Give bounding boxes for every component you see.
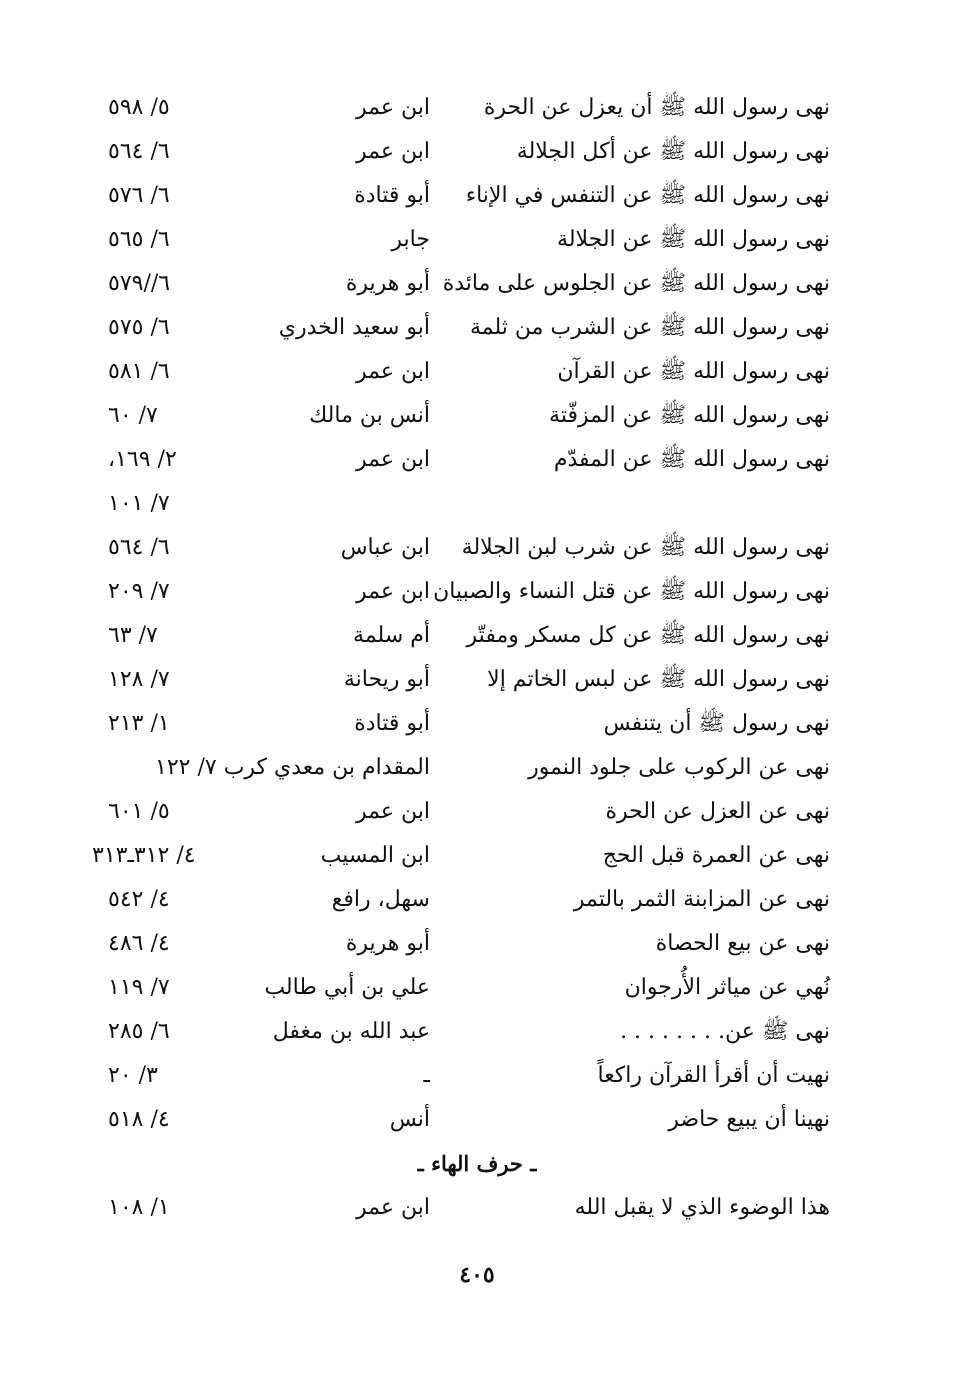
hadith-text: نهى عن المزابنة الثمر بالتمر bbox=[573, 887, 830, 912]
section-heading: ـ حرف الهاء ـ bbox=[417, 1151, 537, 1176]
reference: ٦/ ٥٦٤ bbox=[108, 139, 170, 164]
index-row bbox=[0, 570, 954, 614]
hadith-text: نهى رسول الله ﷺ عن قتل النساء والصبيان bbox=[433, 579, 830, 604]
hadith-text: نهى رسول الله ﷺ عن لبس الخاتم إلا bbox=[487, 667, 830, 692]
reference: ٦/ ٥٦٥ bbox=[108, 227, 170, 252]
index-row bbox=[0, 746, 954, 790]
index-row bbox=[0, 130, 954, 174]
narrator: أبو ريحانة bbox=[343, 667, 430, 692]
hadith-text: هذا الوضوء الذي لا يقبل الله bbox=[574, 1195, 830, 1220]
index-row bbox=[0, 438, 954, 482]
reference: ٧/ ٦٣ bbox=[108, 623, 158, 648]
reference: ٦//٥٧٩ bbox=[108, 271, 171, 296]
narrator: ابن عمر bbox=[356, 579, 430, 604]
narrator: ـ bbox=[423, 1063, 430, 1088]
index-row bbox=[0, 702, 954, 746]
narrator: علي بن أبي طالب bbox=[264, 975, 430, 1000]
reference: ٤/ ٥٤٢ bbox=[108, 887, 170, 912]
reference-continuation: ٧/ ١٠١ bbox=[108, 491, 170, 516]
narrator: أبو قتادة bbox=[354, 711, 430, 736]
index-row bbox=[0, 218, 954, 262]
narrator: ابن عمر bbox=[356, 447, 430, 472]
narrator: أنس بن مالك bbox=[309, 403, 430, 428]
index-row bbox=[0, 394, 954, 438]
reference: ٥/ ٦٠١ bbox=[108, 799, 170, 824]
index-row bbox=[0, 658, 954, 702]
index-list bbox=[0, 86, 954, 1230]
index-row bbox=[0, 306, 954, 350]
reference: ٧/ ١١٩ bbox=[108, 975, 170, 1000]
hadith-text: نهى رسول الله ﷺ عن المفدّم bbox=[553, 447, 830, 472]
reference: ٥/ ٥٩٨ bbox=[108, 95, 170, 120]
index-row bbox=[0, 614, 954, 658]
reference: ٦/ ٥٧٦ bbox=[108, 183, 170, 208]
narrator: سهل، رافع bbox=[331, 887, 430, 912]
reference: ٦/ ٥٨١ bbox=[108, 359, 170, 384]
reference: ١/ ٢١٣ bbox=[108, 711, 170, 736]
hadith-text: نهى رسول الله ﷺ عن الشرب من ثلمة bbox=[469, 315, 830, 340]
narrator: ابن عمر bbox=[356, 95, 430, 120]
reference: ٦/ ٥٧٥ bbox=[108, 315, 170, 340]
narrator: أبو قتادة bbox=[354, 183, 430, 208]
section-heading-row bbox=[0, 1142, 954, 1186]
reference: ٧/ ٢٠٩ bbox=[108, 579, 170, 604]
narrator: ابن عمر bbox=[356, 799, 430, 824]
reference: ٣/ ٢٠ bbox=[108, 1063, 158, 1088]
narrator: أبو هريرة bbox=[345, 931, 430, 956]
index-row bbox=[0, 834, 954, 878]
reference: ٤/ ٣١٢ـ٣١٣ bbox=[92, 843, 196, 868]
hadith-text: نهى رسول الله ﷺ عن المزفّتة bbox=[549, 403, 830, 428]
reference: ٧/ ١٢٨ bbox=[108, 667, 170, 692]
narrator: ابن عمر bbox=[356, 1195, 430, 1220]
hadith-text: نهى عن الركوب على جلود النمور bbox=[528, 755, 830, 780]
index-row bbox=[0, 1186, 954, 1230]
hadith-text: نهى عن العزل عن الحرة bbox=[605, 799, 830, 824]
narrator: المقدام بن معدي كرب ٧/ ١٢٢ bbox=[155, 755, 430, 780]
reference: ٦/ ٢٨٥ bbox=[108, 1019, 170, 1044]
hadith-text: نهى رسول الله ﷺ عن الجلوس على مائدة bbox=[442, 271, 830, 296]
page-number: ٤٠٥ bbox=[459, 1262, 495, 1288]
narrator: عبد الله بن مغفل bbox=[272, 1019, 430, 1044]
narrator: أم سلمة bbox=[353, 623, 430, 648]
index-row bbox=[0, 1054, 954, 1098]
hadith-text: نهى رسول الله ﷺ عن الجلالة bbox=[557, 227, 830, 252]
hadith-text: نهى رسول الله ﷺ عن أكل الجلالة bbox=[516, 139, 830, 164]
reference: ٦/ ٥٦٤ bbox=[108, 535, 170, 560]
reference: ٢/ ١٦٩، bbox=[108, 447, 177, 472]
index-row bbox=[0, 350, 954, 394]
reference bbox=[108, 746, 268, 790]
hadith-text: نُهي عن مياثر الأُرجوان bbox=[624, 975, 830, 1000]
narrator: ابن عمر bbox=[356, 139, 430, 164]
narrator: ابن المسيب bbox=[320, 843, 430, 868]
index-row bbox=[0, 922, 954, 966]
hadith-text: نهى عن بيع الحصاة bbox=[655, 931, 830, 956]
index-row bbox=[0, 1098, 954, 1142]
hadith-text: نهى رسول الله ﷺ عن كل مسكر ومفتّر bbox=[466, 623, 830, 648]
index-row bbox=[0, 86, 954, 130]
hadith-text: نهى رسول ﷺ أن يتنفس bbox=[603, 711, 830, 736]
narrator: أنس bbox=[389, 1107, 430, 1132]
reference: ٧/ ٦٠ bbox=[108, 403, 158, 428]
index-row bbox=[0, 966, 954, 1010]
hadith-text: نهى ﷺ عن. . . . . . . . bbox=[620, 1019, 830, 1044]
index-row bbox=[0, 878, 954, 922]
index-row bbox=[0, 790, 954, 834]
hadith-text: نهيت أن أقرأ القرآن راكعاً bbox=[597, 1063, 830, 1088]
hadith-text: نهينا أن يبيع حاضر bbox=[668, 1107, 830, 1132]
index-row bbox=[0, 174, 954, 218]
index-row-continuation bbox=[0, 482, 954, 526]
hadith-text: نهى رسول الله ﷺ عن شرب لبن الجلالة bbox=[461, 535, 830, 560]
reference: ١/ ١٠٨ bbox=[108, 1195, 170, 1220]
hadith-text: نهى عن العمرة قبل الحج bbox=[602, 843, 830, 868]
narrator: ابن عباس bbox=[340, 535, 430, 560]
hadith-text: نهى رسول الله ﷺ عن القرآن bbox=[557, 359, 830, 384]
narrator: أبو سعيد الخدري bbox=[278, 315, 430, 340]
index-row bbox=[0, 526, 954, 570]
narrator: ابن عمر bbox=[356, 359, 430, 384]
index-row bbox=[0, 1010, 954, 1054]
reference: ٤/ ٤٨٦ bbox=[108, 931, 170, 956]
index-row bbox=[0, 262, 954, 306]
hadith-text: نهى رسول الله ﷺ أن يعزل عن الحرة bbox=[483, 95, 830, 120]
narrator: أبو هريرة bbox=[345, 271, 430, 296]
narrator: جابر bbox=[391, 227, 430, 252]
hadith-text: نهى رسول الله ﷺ عن التنفس في الإناء bbox=[465, 183, 830, 208]
reference: ٤/ ٥١٨ bbox=[108, 1107, 170, 1132]
